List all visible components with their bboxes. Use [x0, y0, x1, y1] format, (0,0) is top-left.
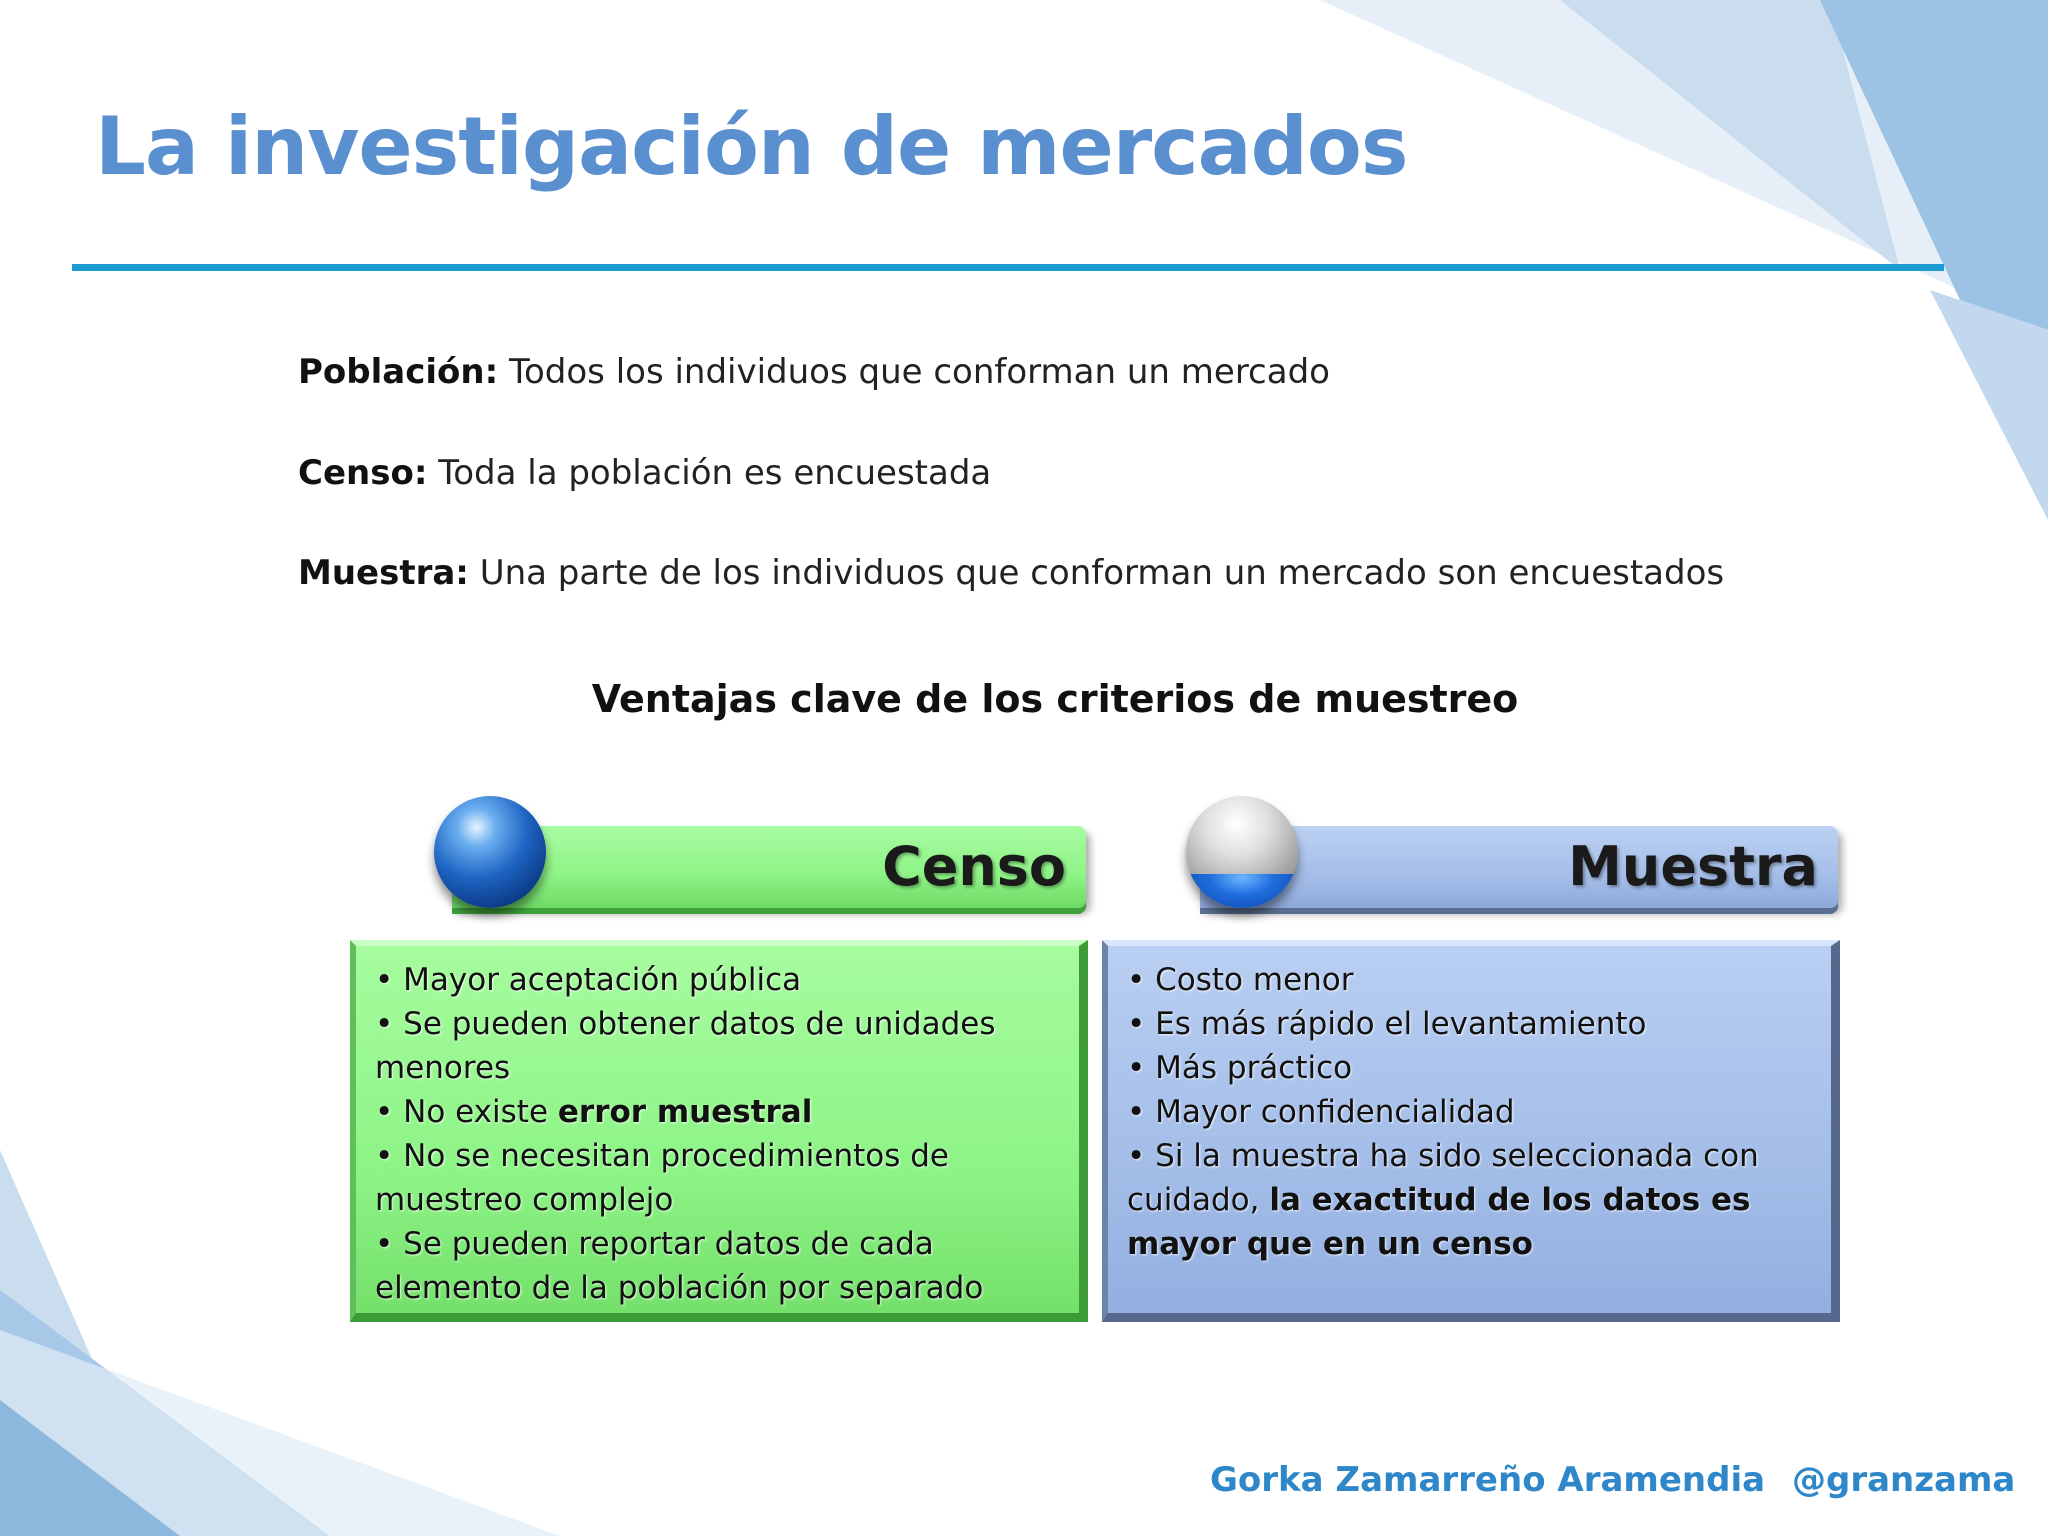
list-item-text: Se pueden obtener datos de unidades menores — [375, 1006, 996, 1086]
list-item — [375, 1090, 1063, 1134]
footer-author: Gorka Zamarreño Aramendia — [1210, 1460, 1766, 1500]
diagram-title: Ventajas clave de los criterios de muestreo — [591, 677, 1519, 721]
title-divider — [72, 264, 1944, 271]
definition-term: Muestra: — [298, 553, 469, 593]
footer-handle: @granzama — [1792, 1460, 2016, 1500]
censo-advantages-panel — [350, 940, 1088, 1322]
definition-term: Población: — [298, 352, 499, 392]
list-item-text: Costo menor — [1155, 962, 1354, 998]
page-title: La investigación de mercados — [95, 100, 1408, 193]
sphere-fill — [1186, 874, 1298, 908]
list-item — [1127, 1090, 1815, 1134]
definition-term: Censo: — [298, 453, 428, 493]
censo-header-bar: Censo — [452, 826, 1086, 908]
list-item — [1127, 1134, 1815, 1266]
definition-text: Todos los individuos que conforman un mercado — [498, 352, 1330, 392]
definition-text: Toda la población es encuestada — [427, 453, 992, 493]
list-item — [375, 958, 1063, 1002]
list-item-text: Mayor confidencialidad — [1155, 1094, 1515, 1130]
definition-censo — [298, 453, 991, 493]
list-item — [1127, 958, 1815, 1002]
list-item — [1127, 1002, 1815, 1046]
list-item-text: Es más rápido el levantamiento — [1155, 1006, 1647, 1042]
list-item — [1127, 1046, 1815, 1090]
muestra-header-bar: Muestra — [1200, 826, 1838, 908]
muestra-advantages-panel — [1102, 940, 1840, 1322]
list-item-text: Si la muestra ha sido seleccionada con cuidado, — [1127, 1138, 1759, 1218]
list-item — [375, 1002, 1063, 1090]
blue-sphere-icon — [434, 796, 546, 908]
list-item-emphasis: error muestral — [557, 1094, 813, 1130]
list-item-text: Mayor aceptación pública — [403, 962, 802, 998]
list-item-text: No existe — [403, 1094, 558, 1130]
half-filled-sphere-icon — [1186, 796, 1298, 908]
list-item — [375, 1222, 1063, 1310]
definition-poblacion — [298, 352, 1330, 392]
list-item-text: Se pueden reportar datos de cada elemento de la población por separado — [375, 1226, 984, 1306]
list-item-emphasis: la exactitud de los datos es mayor que en un censo — [1127, 1182, 1751, 1262]
definition-muestra — [298, 553, 1724, 593]
list-item-text: No se necesitan procedimientos de muestreo complejo — [375, 1138, 950, 1218]
list-item-text: Más práctico — [1155, 1050, 1353, 1086]
definition-text: Una parte de los individuos que conforman un mercado son encuestados — [468, 553, 1725, 593]
muestra-advantages-list — [1127, 958, 1815, 1266]
censo-advantages-list — [375, 958, 1063, 1310]
list-item — [375, 1134, 1063, 1222]
